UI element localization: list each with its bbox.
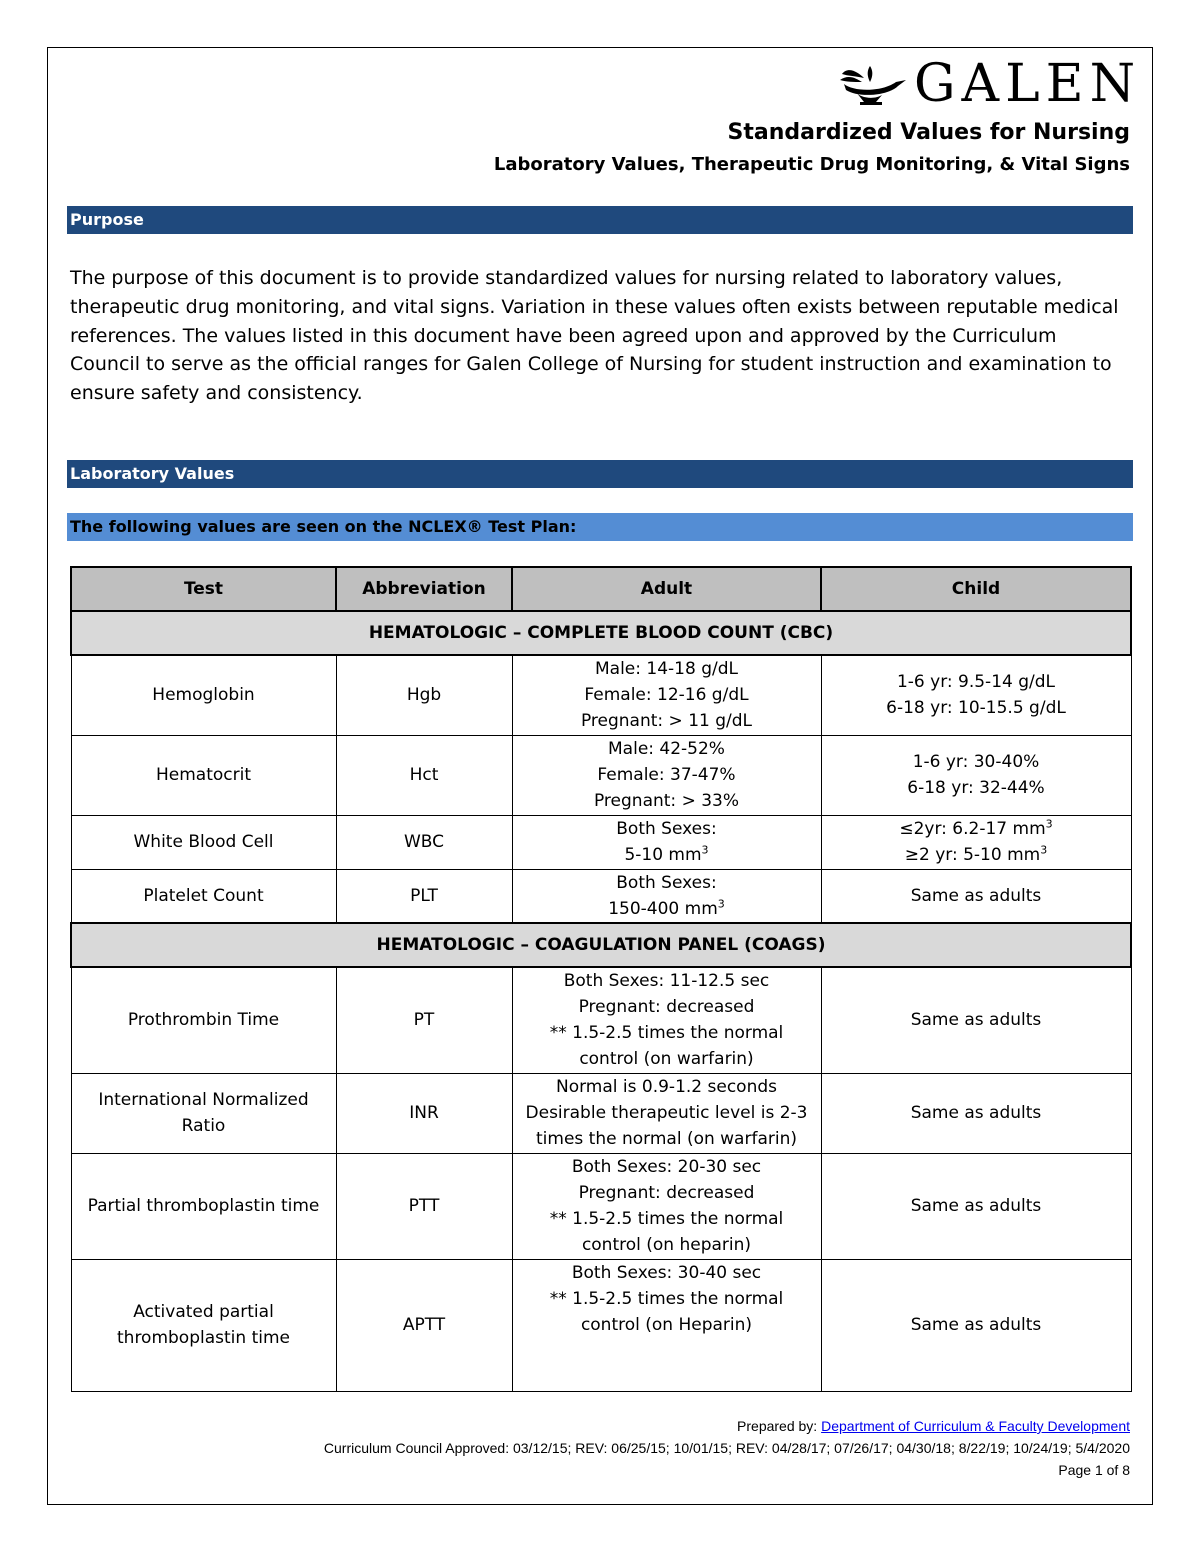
test-cell: Hematocrit (71, 735, 336, 815)
adult-cell: Male: 14-18 g/dL Female: 12-16 g/dL Pregnant: > 11 g/dL (512, 655, 821, 735)
child-cell: ≤2yr: 6.2-17 $mm^3$ ≥2 yr: 5-10 $mm^3$ (821, 815, 1131, 869)
purpose-heading: Purpose (67, 206, 1133, 234)
abbreviation-cell: WBC (336, 815, 512, 869)
adult-cell: Both Sexes: 150-400 $mm^3$ (512, 869, 821, 923)
test-cell: Platelet Count (71, 869, 336, 923)
table-row (71, 1259, 1131, 1391)
test-cell: Activated partial thromboplastin time (71, 1259, 336, 1391)
child-cell: Same as adults (821, 869, 1131, 923)
test-cell: Partial thromboplastin time (71, 1153, 336, 1259)
adult-cell: Both Sexes: 5-10 $mm^3$ (512, 815, 821, 869)
test-cell: White Blood Cell (71, 815, 336, 869)
abbreviation-cell: PT (336, 967, 512, 1073)
section-title-coags: HEMATOLOGIC – COAGULATION PANEL (COAGS) (71, 923, 1131, 967)
child-cell: Same as adults (821, 1073, 1131, 1153)
table-header-row (71, 567, 1131, 611)
galen-logo (836, 54, 1142, 114)
section-title-cbc: HEMATOLOGIC – COMPLETE BLOOD COUNT (CBC) (71, 611, 1131, 655)
adult-cell: Both Sexes: 20-30 sec Pregnant: decreased ** 1.5-2.5 times the normal control (on heparin) (512, 1153, 821, 1259)
document-title: Standardized Values for Nursing (727, 120, 1130, 145)
department-link[interactable]: Department of Curriculum & Faculty Development (821, 1418, 1130, 1434)
child-cell: Same as adults (821, 1153, 1131, 1259)
section-row (71, 611, 1131, 655)
logo-text: GALEN (914, 54, 1142, 114)
child-cell: Same as adults (821, 967, 1131, 1073)
table-row (71, 815, 1131, 869)
column-header-adult: Adult (512, 567, 821, 611)
section-row (71, 923, 1131, 967)
prepared-by-label: Prepared by: (737, 1418, 818, 1434)
table-row (71, 967, 1131, 1073)
abbreviation-cell: PLT (336, 869, 512, 923)
adult-cell: Both Sexes: 30-40 sec ** 1.5-2.5 times the normal control (on Heparin) (512, 1259, 821, 1391)
lamp-icon (836, 62, 908, 106)
adult-cell: Normal is 0.9-1.2 seconds Desirable therapeutic level is 2-3 times the normal (on warfarin) (512, 1073, 821, 1153)
adult-cell: Both Sexes: 11-12.5 sec Pregnant: decreased ** 1.5-2.5 times the normal control (on warfarin) (512, 967, 821, 1073)
abbreviation-cell: APTT (336, 1259, 512, 1391)
table-row (71, 1153, 1131, 1259)
child-cell: 1-6 yr: 9.5-14 g/dL 6-18 yr: 10-15.5 g/dL (821, 655, 1131, 735)
test-cell: Hemoglobin (71, 655, 336, 735)
abbreviation-cell: Hct (336, 735, 512, 815)
abbreviation-cell: INR (336, 1073, 512, 1153)
table-row (71, 655, 1131, 735)
table-row (71, 869, 1131, 923)
abbreviation-cell: Hgb (336, 655, 512, 735)
child-cell: 1-6 yr: 30-40% 6-18 yr: 32-44% (821, 735, 1131, 815)
approval-history: Curriculum Council Approved: 03/12/15; REV: 06/25/15; 10/01/15; REV: 04/28/17; 07/26/17; 04/30/18; 8/22/19; 10/24/19; 5/4/2020 (323, 1440, 1130, 1456)
document-subtitle: Laboratory Values, Therapeutic Drug Monitoring, & Vital Signs (493, 154, 1130, 175)
abbreviation-cell: PTT (336, 1153, 512, 1259)
table-row (71, 1073, 1131, 1153)
column-header-test: Test (71, 567, 336, 611)
test-cell: International Normalized Ratio (71, 1073, 336, 1153)
lab-values-heading: Laboratory Values (67, 460, 1133, 488)
child-cell: Same as adults (821, 1259, 1131, 1391)
prepared-by (737, 1418, 1130, 1434)
test-cell: Prothrombin Time (71, 967, 336, 1073)
purpose-paragraph: The purpose of this document is to provide standardized values for nursing related to laboratory values, therapeutic drug monitoring, and vital signs. Variation in these values often exists between reputable medical references. The values listed in this document have been agreed upon and approved by the Curriculum Council to serve as the official ranges for Galen College of Nursing for student instruction and examination to ensure safety and consistency. (70, 267, 1119, 405)
lab-values-table (70, 566, 1132, 1392)
nclex-subheading: The following values are seen on the NCLEX® Test Plan: (67, 513, 1133, 541)
column-header-abbreviation: Abbreviation (336, 567, 512, 611)
adult-cell: Male: 42-52% Female: 37-47% Pregnant: > 33% (512, 735, 821, 815)
page-number: Page 1 of 8 (1058, 1462, 1130, 1478)
table-row (71, 735, 1131, 815)
column-header-child: Child (821, 567, 1131, 611)
